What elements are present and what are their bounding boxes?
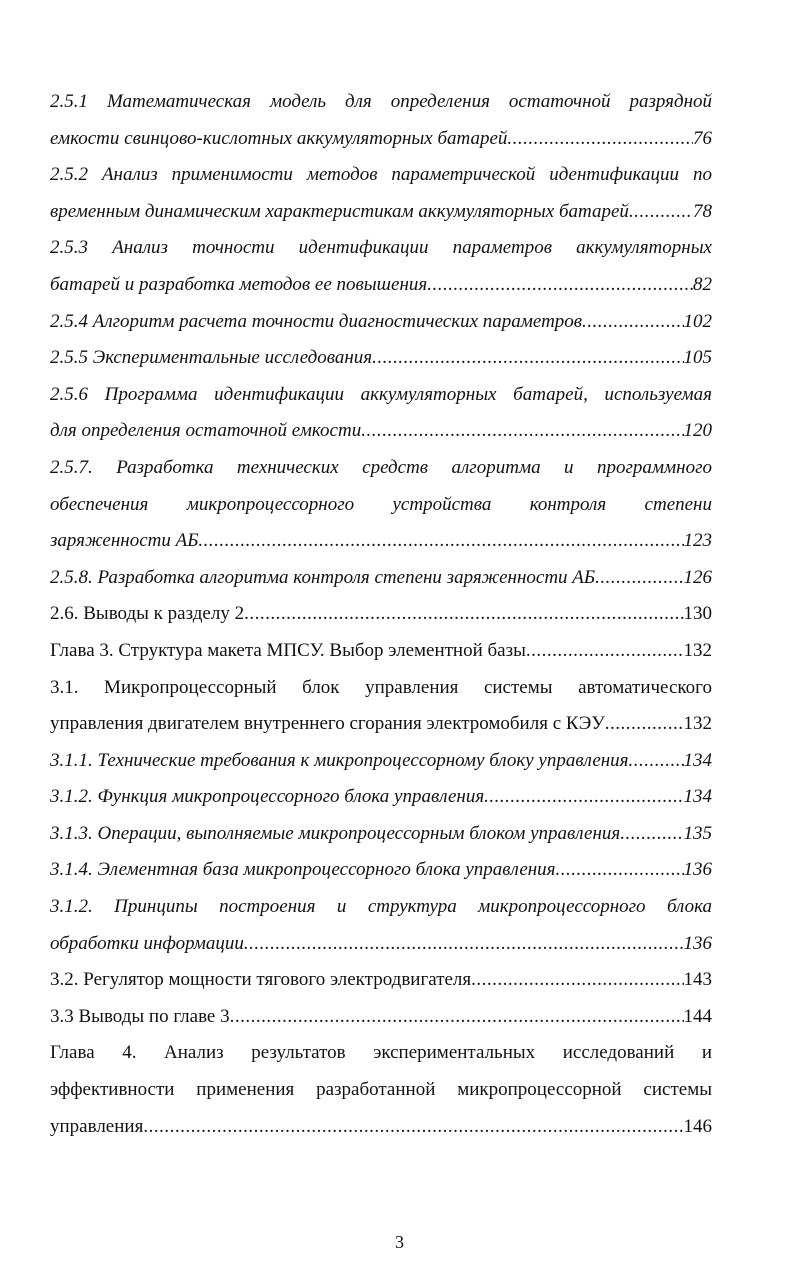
- toc-entry-title: 2.5.8. Разработка алгоритма контроля степени заряженности АБ: [50, 566, 596, 588]
- toc-entry-title: 3.1.2. Функция микропроцессорного блока управления: [50, 786, 485, 808]
- toc-entry-3-1-2b: [50, 926, 712, 963]
- toc-page-number: 105: [683, 347, 712, 369]
- toc-entry-title: 2.5.4 Алгоритм расчета точности диагностических параметров: [50, 310, 583, 332]
- dot-leader: [361, 413, 683, 450]
- dot-leader: [427, 267, 693, 304]
- dot-leader: [582, 304, 683, 341]
- dot-leader: [629, 194, 693, 231]
- toc-entry-3-1-2: [50, 779, 712, 816]
- toc-page-number: 134: [683, 749, 712, 771]
- toc-entry-title: 2.5.5 Экспериментальные исследования: [50, 347, 373, 369]
- toc-entry-title: управления двигателем внутреннего сгорания электромобиля с КЭУ: [50, 713, 605, 735]
- toc-entry-2-5-6: [50, 413, 712, 450]
- dot-leader: [198, 523, 683, 560]
- toc-entry-2-5-2: [50, 194, 712, 231]
- dot-leader: [471, 962, 683, 999]
- dot-leader: [605, 706, 684, 743]
- toc-entry-title: для определения остаточной емкости: [50, 420, 362, 442]
- dot-leader: [629, 743, 684, 780]
- toc-page-number: 135: [683, 822, 712, 844]
- toc-entry-2-5-3-line1: 2.5.3 Анализ точности идентификации параметров аккумуляторных: [50, 237, 712, 259]
- toc-entry-title: заряженности АБ: [50, 530, 199, 552]
- toc-entry-2-5-7-line1: 2.5.7. Разработка технических средств алгоритма и программного: [50, 456, 712, 478]
- dot-leader: [143, 1109, 683, 1146]
- toc-page-number: 146: [683, 1115, 712, 1137]
- toc-page-number: 132: [683, 713, 712, 735]
- dot-leader: [595, 560, 683, 597]
- toc-page-number: 134: [683, 786, 712, 808]
- toc-entry-chapter-4-line1: Глава 4. Анализ результатов экспериментальных исследований и: [50, 1042, 712, 1064]
- dot-leader: [620, 816, 683, 853]
- dot-leader: [230, 999, 684, 1036]
- toc-entry-chapter-4-line2: эффективности применения разработанной микропроцессорной системы: [50, 1079, 712, 1101]
- dot-leader: [484, 779, 683, 816]
- toc-entry-title: управления: [50, 1115, 144, 1137]
- toc-entry-title: 3.2. Регулятор мощности тягового электродвигателя: [50, 969, 472, 991]
- toc-entry-2-6: [50, 596, 712, 633]
- dot-leader: [556, 852, 684, 889]
- toc-entry-2-5-7-line2: обеспечения микропроцессорного устройства контроля степени: [50, 493, 712, 515]
- page-number: 3: [395, 1232, 404, 1252]
- toc-page-number: 144: [683, 1005, 712, 1027]
- toc-entry-chapter-3: [50, 633, 712, 670]
- toc-entry-3-2: [50, 962, 712, 999]
- toc-entry-title: батарей и разработка методов ее повышения: [50, 273, 428, 295]
- dot-leader: [507, 121, 693, 158]
- toc-entry-2-5-6-line1: 2.5.6 Программа идентификации аккумуляторных батарей, используемая: [50, 383, 712, 405]
- toc-page-number: 136: [683, 932, 712, 954]
- dot-leader: [526, 633, 684, 670]
- toc-entry-3-1-4: [50, 852, 712, 889]
- toc-entry-2-5-2-line1: 2.5.2 Анализ применимости методов параметрической идентификации по: [50, 164, 712, 186]
- toc-entry-title: обработки информации: [50, 932, 244, 954]
- table-of-contents: [50, 84, 712, 1145]
- toc-entry-title: временным динамическим характеристикам аккумуляторных батарей: [50, 200, 629, 222]
- toc-entry-title: емкости свинцово-кислотных аккумуляторных батарей: [50, 127, 508, 149]
- dot-leader: [244, 596, 683, 633]
- toc-page-number: 123: [683, 530, 712, 552]
- toc-page-number: 76: [693, 127, 712, 149]
- toc-page-number: 126: [683, 566, 712, 588]
- toc-entry-3-1-line1: 3.1. Микропроцессорный блок управления системы автоматического: [50, 676, 712, 698]
- toc-entry-3-1: [50, 706, 712, 743]
- dot-leader: [372, 340, 683, 377]
- toc-entry-2-5-3: [50, 267, 712, 304]
- toc-entry-3-3: [50, 999, 712, 1036]
- toc-entry-title: Глава 3. Структура макета МПСУ. Выбор элементной базы: [50, 639, 526, 661]
- toc-page-number: 120: [683, 420, 712, 442]
- toc-entry-title: 3.1.3. Операции, выполняемые микропроцессорным блоком управления: [50, 822, 621, 844]
- toc-entry-3-1-3: [50, 816, 712, 853]
- toc-page-number: 143: [683, 969, 712, 991]
- toc-entry-title: 3.3 Выводы по главе 3: [50, 1005, 230, 1027]
- toc-entry-title: 2.6. Выводы к разделу 2: [50, 603, 245, 625]
- toc-page-number: 102: [683, 310, 712, 332]
- toc-page-number: 82: [693, 273, 712, 295]
- toc-entry-chapter-4: [50, 1109, 712, 1146]
- toc-entry-3-1-1: [50, 743, 712, 780]
- dot-leader: [244, 926, 684, 963]
- toc-entry-2-5-5: [50, 340, 712, 377]
- toc-entry-title: 3.1.1. Технические требования к микропроцессорному блоку управления: [50, 749, 629, 771]
- toc-entry-2-5-4: [50, 304, 712, 341]
- toc-page-number: 78: [693, 200, 712, 222]
- toc-page-number: 132: [683, 639, 712, 661]
- toc-entry-2-5-8: [50, 560, 712, 597]
- toc-entry-2-5-1: [50, 121, 712, 158]
- toc-entry-2-5-7: [50, 523, 712, 560]
- toc-entry-title: 3.1.4. Элементная база микропроцессорного блока управления: [50, 859, 556, 881]
- toc-page-number: 136: [683, 859, 712, 881]
- toc-entry-2-5-1-line1: 2.5.1 Математическая модель для определения остаточной разрядной: [50, 91, 712, 112]
- toc-entry-3-1-2b-line1: 3.1.2. Принципы построения и структура микропроцессорного блока: [50, 896, 712, 918]
- toc-page-number: 130: [683, 603, 712, 625]
